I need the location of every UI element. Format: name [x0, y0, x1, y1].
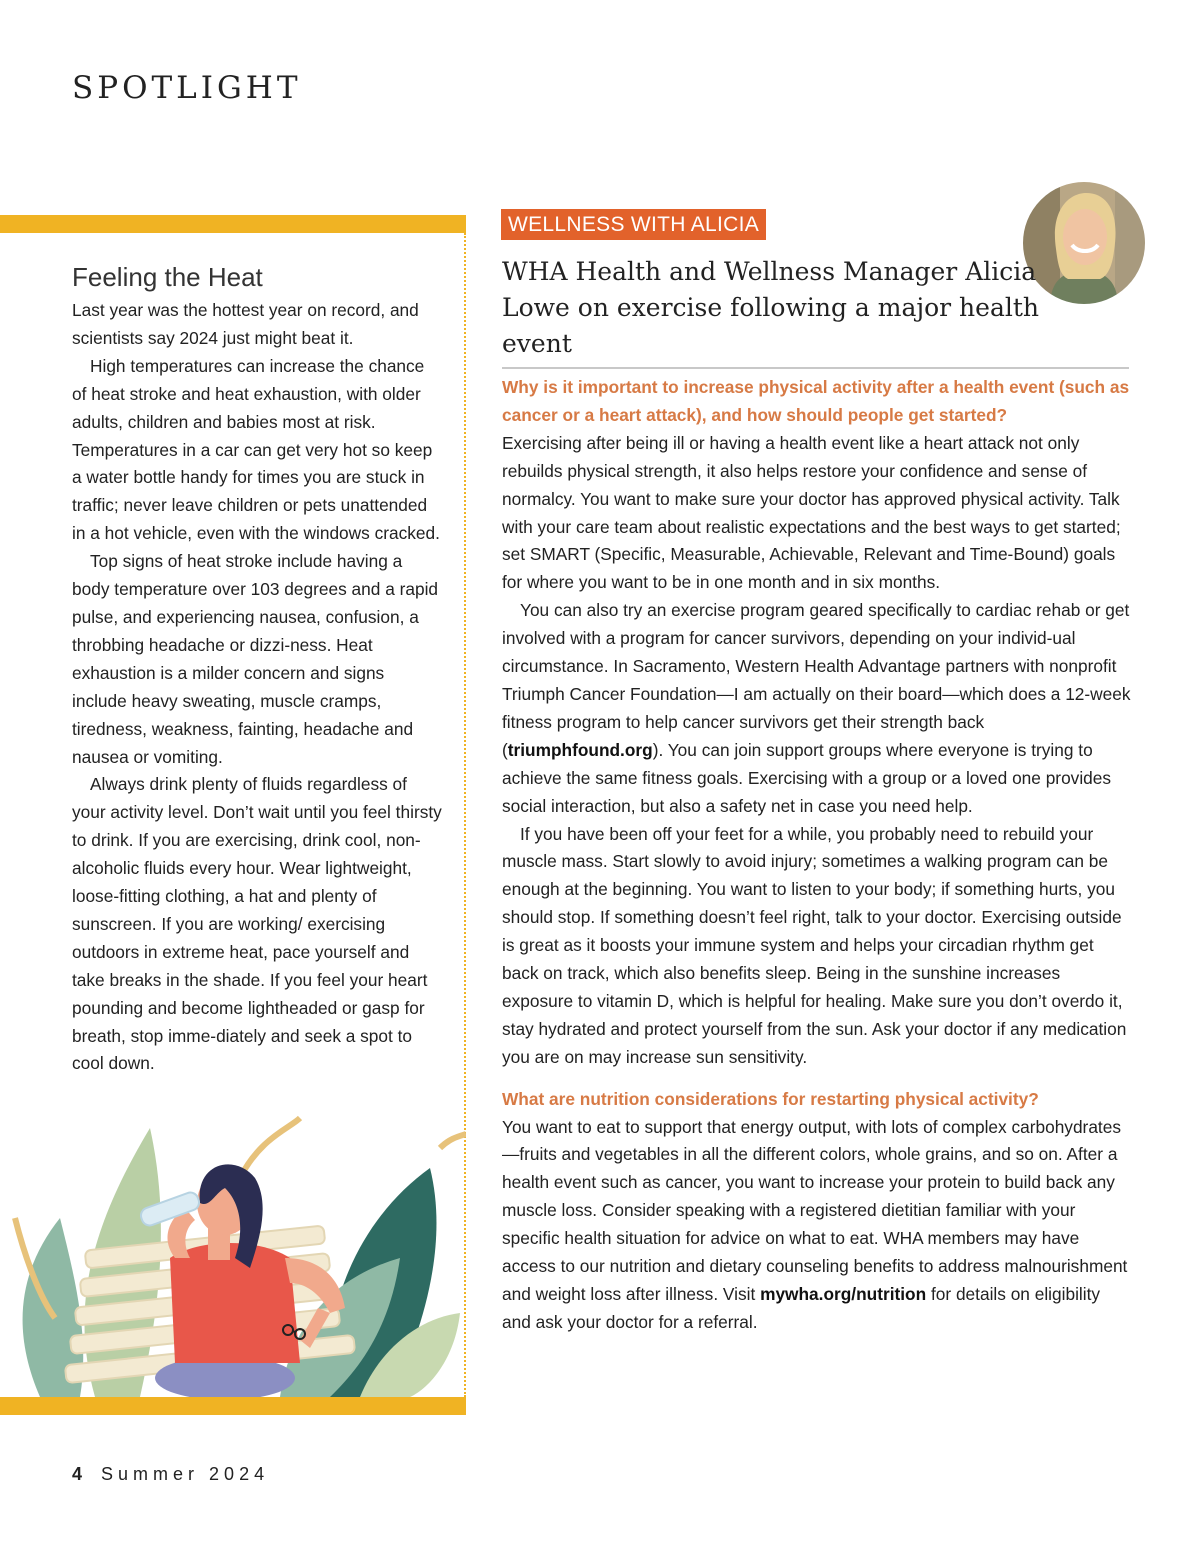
woman-shirt	[170, 1243, 300, 1363]
sidebar-paragraph: Top signs of heat stroke include having a body temperature over 103 degrees and a rapid pulse, and experiencing nausea, confusion, a throbbing headache or dizzi-ness. Heat exhaustion is a milder concern and signs include heavy sweating, muscle cramps, tiredness, weakness, fainting, headache and nausea or vomiting.	[72, 551, 439, 767]
sidebar-title: Feeling the Heat	[72, 262, 263, 292]
section-label: SPOTLIGHT	[72, 70, 302, 106]
mywha-nutrition-link[interactable]: mywha.org/nutrition	[760, 1284, 927, 1304]
triumphfound-link[interactable]: triumphfound.org	[507, 739, 653, 760]
article-paragraph: If you have been off your feet for a while, you probably need to rebuild your muscle mass. Start slowly to avoid injury; sometimes a walking program can be enough at the beginning. You want to listen to your body; if something hurts, you should stop. If something doesn’t feel right, talk to your doctor. Exercising outside is great as it boosts your immune system and helps your circadian rhythm get back on track, which also benefits sleep. Being in the sunshine increases exposure to vitamin D, which is helpful for healing. Make sure you don’t overdo it, stay hydrated and protect yourself from the sun. Ask your doctor if any medication you are on may increase sun sensitivity.	[502, 823, 1127, 1067]
article-headline: WHA Health and Wellness Manager Alicia Lowe on exercise following a major health event	[502, 257, 1039, 358]
sidebar-paragraph: Always drink plenty of fluids regardless of your activity level. Don’t wait until you feel thirsty to drink. If you are exercising, drink cool, non-alcoholic fluids every hour. Wear lightweight, loose-fitting clothing, a hat and plenty of sunscreen. If you are working/ exercising outdoors in extreme heat, pace yourself and take breaks in the shade. If you feel your heart pounding and become lightheaded or gasp for breath, stop imme-diately and seek a spot to cool down.	[72, 774, 442, 1074]
article-paragraph	[502, 597, 1132, 820]
article-paragraph: Exercising after being ill or having a health event like a heart attack not only rebuilds physical strength, it also helps restore your confidence and sense of normalcy. You want to make sure your doctor has approved physical activity. Talk with your care team about realistic expectations and the best ways to get started; set SMART (Specific, Measurable, Achievable, Relevant and Time-Bound) goals for where you want to be in one month and in six months.	[502, 432, 1121, 593]
paragraph-text: You can also try an exercise program geared specifically to cardiac rehab or get involved with a program for cancer survivors, depending on your individ-ual circumstance. In Sacramento, Western Health Advantage partners with nonprofit Triumph Cancer Foundation—I am actually on their board—which does a 12-week fitness program to help cancer survivors get their strength back (	[502, 600, 1131, 760]
page-number: 4	[72, 1464, 83, 1484]
paragraph-text: ). You can join support groups where everyone is trying to achieve the same fitness goals. Exercising with a group or a loved one provides social interaction, but also a safety net in case you need help.	[502, 739, 1112, 816]
paragraph-text: You want to eat to support that energy output, with lots of complex carbohydrates—fruits and vegetables in all the different colors, whole grains, and so on. After a health event such as cancer, you want to increase your protein to build back any muscle loss. Consider speaking with a registered dietitian familiar with your specific health situation for advice on what to eat. WHA members may have access to our nutrition and dietary counseling benefits to address malnourishment and weight loss after illness. Visit	[502, 1116, 1128, 1304]
sidebar-paragraph: High temperatures can increase the chance of heat stroke and heat exhaustion, with older adults, children and babies most at risk. Temperatures in a car can get very hot so keep a water bottle handy for times you are stuck in traffic; never leave children or pets unattended in a hot vehicle, even with the windows cracked.	[72, 355, 440, 544]
sidebar-paragraph: Last year was the hottest year on record, and scientists say 2024 just might beat it.	[72, 300, 419, 348]
column-tag: WELLNESS WITH ALICIA	[501, 209, 766, 240]
article-paragraph	[502, 1114, 1132, 1337]
grass-stem	[240, 1118, 300, 1178]
sidebar-feeling-the-heat	[72, 262, 442, 1078]
article-question: Why is it important to increase physical activity after a health event (such as cancer or a heart attack), and how should people get started?	[502, 377, 1130, 425]
paragraph-text: for details on eligibility and ask your doctor for a referral.	[502, 1284, 1101, 1332]
headline-divider	[502, 367, 1129, 369]
grass-stem	[440, 1134, 466, 1148]
sidebar-top-bar	[0, 215, 466, 233]
woman-drinking-water-illustration	[0, 1108, 466, 1397]
issue-label: Summer 2024	[101, 1464, 270, 1484]
article-body	[502, 374, 1132, 1337]
sidebar-bottom-bar	[0, 1397, 466, 1415]
article-question: What are nutrition considerations for restarting physical activity?	[502, 1088, 1039, 1109]
page-footer	[72, 1464, 269, 1485]
